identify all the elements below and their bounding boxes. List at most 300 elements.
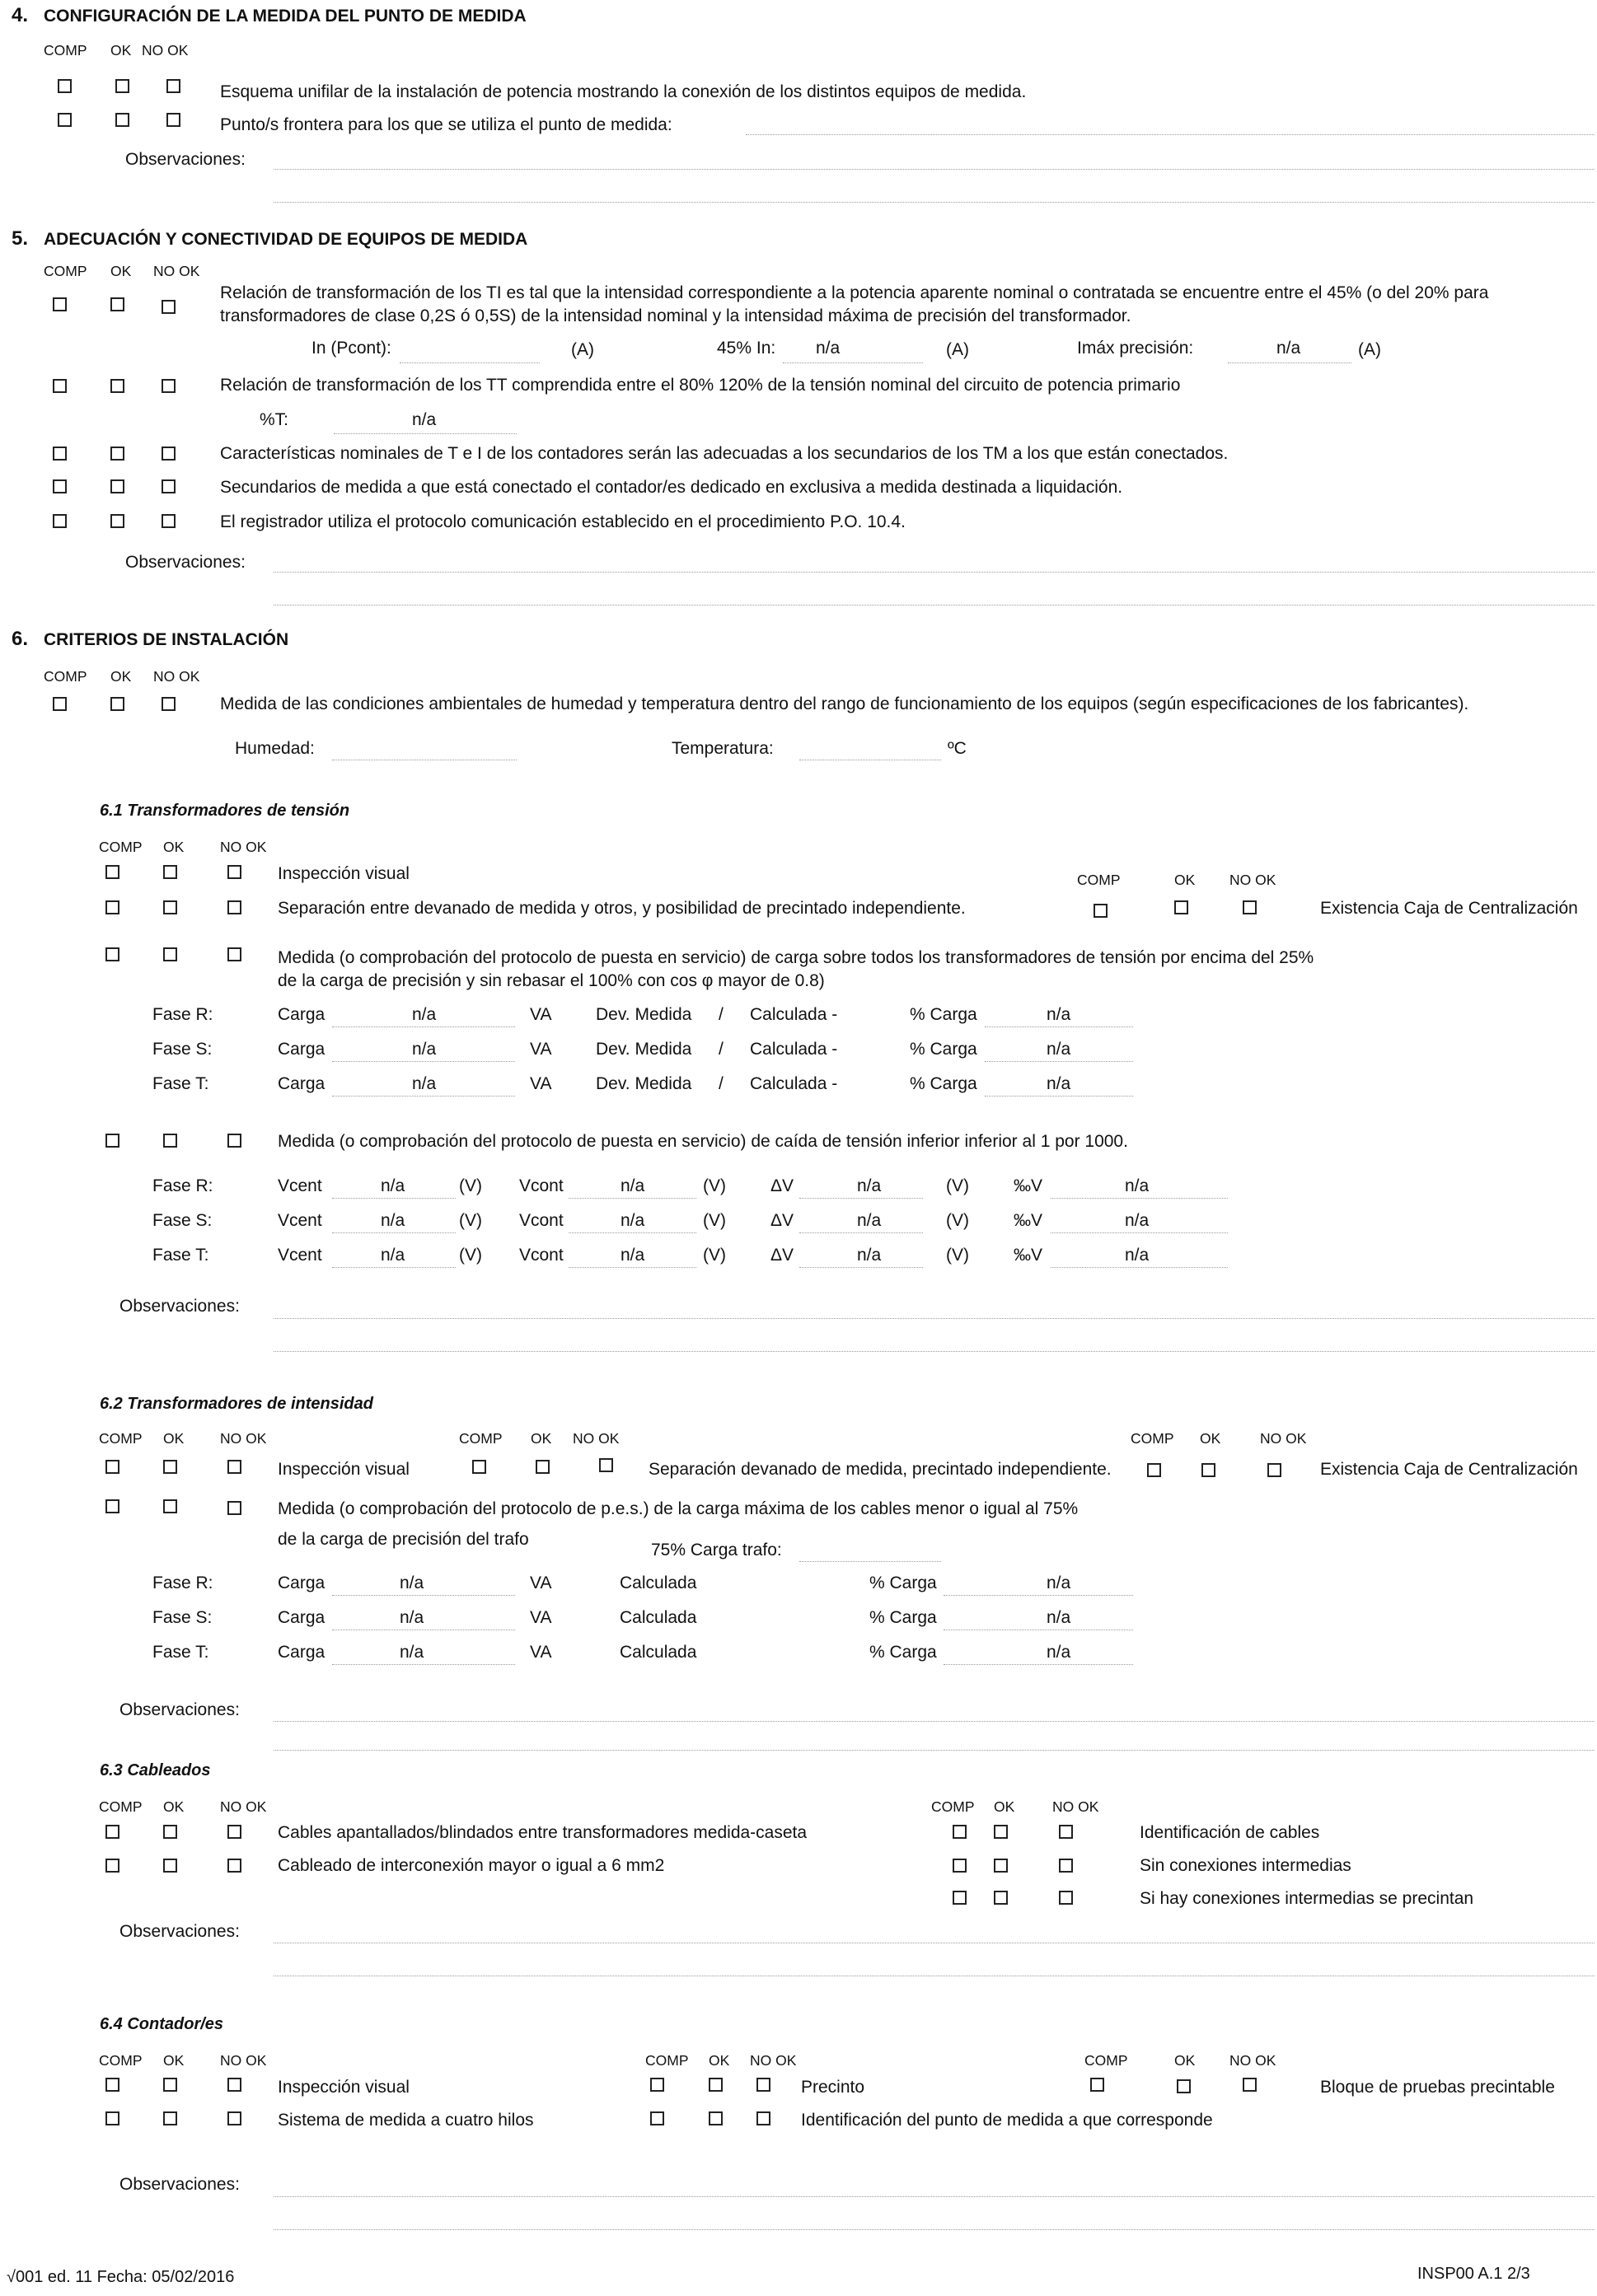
checkbox-comp[interactable] [105, 947, 119, 961]
unit-v: (V) [946, 1246, 969, 1265]
observaciones-line[interactable] [274, 572, 1595, 573]
unit-a: (A) [571, 340, 594, 359]
label-carga: Carga [278, 1040, 325, 1059]
item-inspeccion-visual: Inspección visual [278, 1460, 410, 1479]
section-4-number: 4. [12, 4, 29, 26]
observaciones-label: Observaciones: [119, 1700, 240, 1719]
label-calculada: Calculada - [750, 1074, 838, 1093]
value-vcont: n/a [621, 1246, 645, 1265]
label-carga: Carga [278, 1608, 325, 1627]
checkbox-nook[interactable] [1243, 2078, 1257, 2092]
value-permil-v: n/a [1125, 1246, 1150, 1265]
checkbox-comp[interactable] [953, 1859, 967, 1873]
delta-v-line[interactable] [799, 1198, 923, 1199]
unit-va: VA [530, 1005, 552, 1024]
item-relacion-ti: Relación de transformación de los TI es tal que la intensidad correspondiente a la potencia aparente nominal o contratada se encuentre entre el 45% (o del 20% para transformadores de clase 0,2S ó 0,5S) de la intensidad nominal y la intensidad máxima de precisión del transformador. [220, 283, 1489, 325]
checkbox-ok-caja[interactable] [1174, 900, 1188, 914]
col-nook-header: NO OK [220, 2052, 267, 2069]
value-pct-carga: n/a [1047, 1040, 1071, 1059]
value-pct-carga: n/a [1047, 1643, 1071, 1662]
checkbox-nook[interactable] [227, 1825, 241, 1839]
45-in-line[interactable] [783, 362, 923, 363]
item-secundarios-medida: Secundarios de medida a que está conectado el contador/es dedicado en exclusiva a medida destinada a liquidación. [220, 478, 1123, 497]
vcont-line[interactable] [569, 1198, 696, 1199]
checkbox-ok[interactable] [536, 1460, 550, 1474]
checkbox-comp[interactable] [53, 297, 67, 311]
checkbox-comp[interactable] [105, 865, 119, 879]
observaciones-line[interactable] [274, 605, 1595, 606]
value-vcont: n/a [621, 1211, 645, 1230]
value-carga: n/a [400, 1643, 424, 1662]
item-identificacion-punto: Identificación del punto de medida a que corresponde [801, 2111, 1213, 2130]
col-ok-header: OK [110, 263, 132, 279]
col-ok-header: OK [163, 839, 185, 855]
value-pct-carga: n/a [1047, 1608, 1071, 1627]
label-calculada: Calculada [620, 1574, 697, 1592]
pct-carga-line[interactable] [944, 1664, 1133, 1665]
delta-v-line[interactable] [799, 1267, 923, 1268]
item-bloque-pruebas: Bloque de pruebas precintable [1320, 2078, 1555, 2097]
checkbox-ok[interactable] [1177, 2079, 1191, 2093]
col-ok-header: OK [1200, 1430, 1221, 1447]
checkbox-comp[interactable] [953, 1891, 967, 1905]
label-dev-medida: Dev. Medida [596, 1005, 692, 1024]
value-carga: n/a [400, 1608, 424, 1627]
label-vcent: Vcent [278, 1246, 322, 1265]
col-ok-header: OK [163, 1798, 185, 1815]
checkbox-comp[interactable] [105, 1460, 119, 1474]
label-carga: Carga [278, 1574, 325, 1592]
checkbox-comp[interactable] [105, 900, 119, 914]
col-comp-header: COMP [99, 2052, 143, 2069]
checkbox-nook[interactable] [227, 865, 241, 879]
carga-line[interactable] [332, 1595, 515, 1596]
col-ok-header: OK [110, 42, 132, 58]
checkbox-nook[interactable] [756, 2078, 770, 2092]
col-nook-header: NO OK [220, 1430, 267, 1447]
observaciones-label: Observaciones: [119, 1922, 240, 1941]
value-carga: n/a [412, 1074, 437, 1093]
label-45-in: 45% In: [717, 339, 776, 358]
observaciones-label: Observaciones: [119, 1297, 240, 1316]
checkbox-ok[interactable] [994, 1825, 1008, 1839]
item-identificacion-cables: Identificación de cables [1140, 1823, 1320, 1842]
vcent-line[interactable] [332, 1232, 456, 1233]
checkbox-comp[interactable] [650, 2111, 664, 2125]
label-temperatura: Temperatura: [672, 739, 774, 758]
checkbox-ok[interactable] [163, 2078, 177, 2092]
unit-va: VA [530, 1643, 552, 1662]
fase-label: Fase R: [152, 1005, 213, 1024]
checkbox-nook[interactable] [162, 479, 176, 493]
value-vcont: n/a [621, 1176, 645, 1195]
item-puntos-frontera: Punto/s frontera para los que se utiliza el punto de medida: [220, 115, 672, 134]
footer-edition: √001 ed. 11 Fecha: 05/02/2016 [7, 2268, 235, 2286]
checkbox-comp-caja[interactable] [1147, 1463, 1161, 1477]
item-medida-caida-tension: Medida (o comprobación del protocolo de puesta en servicio) de caída de tensión inferior inferior al 1 por 1000. [278, 1132, 1128, 1151]
item-caja-centralizacion: Existencia Caja de Centralización [1320, 899, 1578, 918]
label-permil-v: ‰V [1014, 1246, 1043, 1265]
item-precinto: Precinto [801, 2078, 865, 2097]
item-inspeccion-visual: Inspección visual [278, 864, 410, 883]
pct-t-line[interactable] [334, 433, 517, 434]
value-carga: n/a [412, 1005, 437, 1024]
answer-line[interactable] [746, 134, 1595, 135]
item-cableado-interconexion: Cableado de interconexión mayor o igual a 6 mm2 [278, 1856, 665, 1875]
permil-line[interactable] [1051, 1232, 1228, 1233]
checkbox-ok[interactable] [709, 2078, 723, 2092]
checkbox-nook[interactable] [1059, 1859, 1073, 1873]
vcent-line[interactable] [332, 1267, 456, 1268]
label-calculada: Calculada [620, 1643, 697, 1662]
label-delta-v: ΔV [770, 1211, 794, 1230]
fase-label: Fase R: [152, 1574, 213, 1592]
value-carga: n/a [400, 1574, 424, 1592]
checkbox-comp[interactable] [105, 2078, 119, 2092]
label-carga: Carga [278, 1643, 325, 1662]
imax-line[interactable] [1228, 362, 1351, 363]
checkbox-ok[interactable] [709, 2111, 723, 2125]
checkbox-comp-caja[interactable] [1094, 904, 1108, 918]
value-delta-v: n/a [857, 1246, 882, 1265]
col-ok-header: OK [163, 2052, 185, 2069]
item-separacion-devanado: Separación entre devanado de medida y otros, y posibilidad de precintado independiente. [278, 899, 966, 918]
carga-line[interactable] [332, 1664, 515, 1665]
item-relacion-tt: Relación de transformación de los TT comprendida entre el 80% 120% de la tensión nominal del circuito de potencia primario [220, 376, 1181, 395]
label-vcont: Vcont [519, 1176, 564, 1195]
checkbox-comp[interactable] [53, 697, 67, 711]
value-permil-v: n/a [1125, 1211, 1150, 1230]
label-delta-v: ΔV [770, 1176, 794, 1195]
label-vcont: Vcont [519, 1211, 564, 1230]
checkbox-comp[interactable] [58, 79, 72, 93]
value-vcent: n/a [381, 1176, 405, 1195]
item-medida-carga-tension: Medida (o comprobación del protocolo de puesta en servicio) de carga sobre todos los transformadores de tensión por encima del 25% de la carga de precisión y sin rebasar el 100% con cos φ mayor de 0.8) [278, 948, 1314, 990]
checkbox-ok[interactable] [994, 1891, 1008, 1905]
unit-va: VA [530, 1574, 552, 1592]
checkbox-nook[interactable] [1059, 1825, 1073, 1839]
permil-line[interactable] [1051, 1267, 1228, 1268]
label-pct-carga: % Carga [910, 1074, 977, 1093]
col-nook-header: NO OK [142, 42, 189, 58]
checkbox-ok-caja[interactable] [1201, 1463, 1215, 1477]
item-caracteristicas-nominales: Características nominales de T e I de los contadores serán las adecuadas a los secundarios de los TM a los que están conectados. [220, 444, 1229, 463]
value-delta-v: n/a [857, 1211, 882, 1230]
label-humedad: Humedad: [235, 739, 315, 758]
checkbox-nook[interactable] [1059, 1891, 1073, 1905]
fase-label: Fase T: [152, 1074, 209, 1093]
col-nook-header: NO OK [153, 668, 200, 685]
checkbox-ok[interactable] [163, 1134, 177, 1148]
col-nook-header: NO OK [1052, 1798, 1099, 1815]
col-nook-header: NO OK [573, 1430, 620, 1447]
item-medida-carga-cables: Medida (o comprobación del protocolo de p.e.s.) de la carga máxima de los cables menor o igual al 75% [278, 1499, 1079, 1518]
permil-line[interactable] [1051, 1198, 1228, 1199]
observaciones-label: Observaciones: [125, 553, 246, 572]
vcont-line[interactable] [569, 1232, 696, 1233]
checkbox-comp[interactable] [650, 2078, 664, 2092]
fase-label: Fase S: [152, 1040, 213, 1059]
observaciones-line[interactable] [274, 202, 1595, 203]
footer-page-code: INSP00 A.1 2/3 [1417, 2265, 1530, 2283]
pct-carga-line[interactable] [985, 1096, 1133, 1097]
observaciones-line[interactable] [274, 169, 1595, 170]
value-45-in: n/a [816, 339, 841, 358]
label-vcent: Vcent [278, 1176, 322, 1195]
section-5-title: ADECUACIÓN Y CONECTIVIDAD DE EQUIPOS DE MEDIDA [44, 230, 528, 249]
col-ok-header: OK [709, 2052, 730, 2069]
carga-trafo-line[interactable] [799, 1561, 941, 1562]
col-nook-header: NO OK [1229, 872, 1276, 888]
label-dev-medida: Dev. Medida [596, 1074, 692, 1093]
checkbox-nook[interactable] [227, 1460, 241, 1474]
label-calculada: Calculada - [750, 1040, 838, 1059]
col-nook-header: NO OK [1260, 1430, 1307, 1447]
checkbox-comp[interactable] [1090, 2078, 1104, 2092]
item-esquema-unifilar: Esquema unifilar de la instalación de potencia mostrando la conexión de los distintos equipos de medida. [220, 82, 1027, 101]
checkbox-nook[interactable] [162, 379, 176, 393]
unit-a: (A) [1358, 340, 1381, 359]
slash: / [719, 1005, 724, 1024]
unit-v: (V) [703, 1246, 726, 1265]
checkbox-ok[interactable] [110, 379, 124, 393]
item-cables-apantallados: Cables apantallados/blindados entre transformadores medida-caseta [278, 1823, 808, 1842]
item-caja-centralizacion: Existencia Caja de Centralización [1320, 1460, 1578, 1479]
section-4-title: CONFIGURACIÓN DE LA MEDIDA DEL PUNTO DE MEDIDA [44, 7, 527, 26]
item-sin-conexiones-intermedias: Sin conexiones intermedias [1140, 1856, 1351, 1875]
label-calculada: Calculada - [750, 1005, 838, 1024]
label-pct-carga: % Carga [869, 1608, 937, 1627]
unit-v: (V) [459, 1176, 482, 1195]
unit-v: (V) [946, 1211, 969, 1230]
fase-label: Fase T: [152, 1246, 209, 1265]
pct-carga-line[interactable] [985, 1061, 1133, 1062]
label-delta-v: ΔV [770, 1246, 794, 1265]
label-dev-medida: Dev. Medida [596, 1040, 692, 1059]
delta-v-line[interactable] [799, 1232, 923, 1233]
checkbox-comp[interactable] [58, 113, 72, 127]
value-vcent: n/a [381, 1211, 405, 1230]
unit-va: VA [530, 1608, 552, 1627]
checkbox-comp[interactable] [53, 479, 67, 493]
in-pcont-line[interactable] [400, 362, 540, 363]
vcont-line[interactable] [569, 1267, 696, 1268]
item-registrador-protocolo: El registrador utiliza el protocolo comunicación establecido en el procedimiento P.O. 10.4. [220, 512, 906, 531]
checkbox-nook[interactable] [227, 947, 241, 961]
checkbox-nook[interactable] [756, 2111, 770, 2125]
checkbox-nook[interactable] [166, 113, 180, 127]
label-vcent: Vcent [278, 1211, 322, 1230]
col-ok-header: OK [1174, 2052, 1196, 2069]
col-ok-header: OK [994, 1798, 1015, 1815]
value-imax-precision: n/a [1276, 339, 1301, 358]
observaciones-label: Observaciones: [119, 2175, 240, 2194]
item-conexiones-precintan: Si hay conexiones intermedias se precintan [1140, 1889, 1474, 1908]
checkbox-ok[interactable] [115, 113, 129, 127]
unit-va: VA [530, 1074, 552, 1093]
col-nook-header: NO OK [220, 1798, 267, 1815]
label-permil-v: ‰V [1014, 1211, 1043, 1230]
label-pct-t: %T: [260, 410, 289, 429]
checkbox-ok[interactable] [163, 1859, 177, 1873]
checkbox-ok[interactable] [163, 900, 177, 914]
col-comp-header: COMP [44, 668, 87, 685]
fase-label: Fase S: [152, 1608, 213, 1627]
checkbox-comp[interactable] [105, 2111, 119, 2125]
checkbox-ok[interactable] [163, 2111, 177, 2125]
section-6-title: CRITERIOS DE INSTALACIÓN [44, 630, 289, 649]
observaciones-line[interactable] [274, 1721, 1595, 1722]
checkbox-nook[interactable] [227, 2111, 241, 2125]
subsection-6-3-title: 6.3 Cableados [100, 1761, 211, 1779]
carga-line[interactable] [332, 1096, 515, 1097]
value-pct-carga: n/a [1047, 1005, 1071, 1024]
col-comp-header: COMP [645, 2052, 689, 2069]
checkbox-comp[interactable] [53, 447, 67, 461]
vcent-line[interactable] [332, 1198, 456, 1199]
value-carga: n/a [412, 1040, 437, 1059]
col-ok-header: OK [110, 668, 132, 685]
checkbox-ok[interactable] [110, 479, 124, 493]
checkbox-comp[interactable] [105, 1499, 119, 1513]
checkbox-ok[interactable] [163, 1825, 177, 1839]
checkbox-comp[interactable] [105, 1825, 119, 1839]
section-6-number: 6. [12, 628, 29, 650]
pct-carga-line[interactable] [985, 1026, 1133, 1027]
col-comp-header: COMP [99, 839, 143, 855]
col-comp-header: COMP [99, 1798, 143, 1815]
subsection-6-1-title: 6.1 Transformadores de tensión [100, 802, 350, 820]
checkbox-ok[interactable] [163, 1499, 177, 1513]
subsection-6-2-title: 6.2 Transformadores de intensidad [100, 1395, 373, 1413]
observaciones-line[interactable] [274, 2196, 1595, 2197]
slash: / [719, 1040, 724, 1059]
checkbox-nook-caja[interactable] [1267, 1463, 1281, 1477]
value-pct-t: n/a [412, 410, 437, 429]
checkbox-comp[interactable] [105, 1134, 119, 1148]
col-comp-header: COMP [459, 1430, 503, 1447]
checkbox-comp[interactable] [53, 379, 67, 393]
value-pct-carga: n/a [1047, 1574, 1071, 1592]
col-nook-header: NO OK [153, 263, 200, 279]
label-pct-carga: % Carga [869, 1643, 937, 1662]
unit-v: (V) [946, 1176, 969, 1195]
checkbox-nook[interactable] [227, 1134, 241, 1148]
carga-line[interactable] [332, 1026, 515, 1027]
checkbox-comp[interactable] [105, 1859, 119, 1873]
col-comp-header: COMP [44, 42, 87, 58]
unit-grados-c: ºC [948, 739, 967, 758]
checkbox-ok[interactable] [163, 1460, 177, 1474]
fase-label: Fase S: [152, 1211, 213, 1230]
col-ok-header: OK [531, 1430, 552, 1447]
unit-va: VA [530, 1040, 552, 1059]
value-delta-v: n/a [857, 1176, 882, 1195]
checkbox-nook[interactable] [599, 1458, 613, 1472]
checkbox-comp[interactable] [472, 1460, 486, 1474]
subsection-6-4-title: 6.4 Contador/es [100, 2015, 224, 2033]
label-carga: Carga [278, 1005, 325, 1024]
label-calculada: Calculada [620, 1608, 697, 1627]
checkbox-ok[interactable] [110, 447, 124, 461]
col-nook-header: NO OK [750, 2052, 797, 2069]
checkbox-ok[interactable] [110, 297, 124, 311]
checkbox-comp[interactable] [53, 514, 67, 528]
col-comp-header: COMP [1084, 2052, 1128, 2069]
checkbox-comp[interactable] [953, 1825, 967, 1839]
observaciones-line[interactable] [274, 1750, 1595, 1751]
checkbox-ok[interactable] [110, 514, 124, 528]
unit-a: (A) [946, 340, 969, 359]
checkbox-nook-caja[interactable] [1243, 900, 1257, 914]
col-ok-header: OK [1174, 872, 1196, 888]
label-pct-carga: % Carga [869, 1574, 937, 1592]
fase-label: Fase R: [152, 1176, 213, 1195]
unit-v: (V) [703, 1176, 726, 1195]
col-comp-header: COMP [931, 1798, 975, 1815]
checkbox-nook[interactable] [162, 697, 176, 711]
unit-v: (V) [703, 1211, 726, 1230]
checkbox-nook[interactable] [166, 79, 180, 93]
checkbox-nook[interactable] [227, 1501, 241, 1515]
observaciones-line[interactable] [274, 2229, 1595, 2230]
label-carga: Carga [278, 1074, 325, 1093]
checkbox-nook[interactable] [162, 447, 176, 461]
observaciones-line[interactable] [274, 1318, 1595, 1319]
label-in-pcont: In (Pcont): [311, 339, 391, 358]
label-imax-precision: Imáx precisión: [1077, 339, 1194, 358]
checkbox-ok[interactable] [163, 947, 177, 961]
item-medida-carga-cables-cont: de la carga de precisión del trafo [278, 1530, 529, 1549]
checkbox-ok[interactable] [110, 697, 124, 711]
label-75-carga-trafo: 75% Carga trafo: [651, 1541, 782, 1560]
checkbox-nook[interactable] [227, 1859, 241, 1873]
section-5-number: 5. [12, 227, 29, 250]
col-comp-header: COMP [44, 263, 87, 279]
value-vcent: n/a [381, 1246, 405, 1265]
checkbox-ok[interactable] [115, 79, 129, 93]
item-separacion-precintado: Separación devanado de medida, precintado independiente. [649, 1460, 1112, 1479]
observaciones-line[interactable] [274, 1351, 1595, 1352]
label-vcont: Vcont [519, 1246, 564, 1265]
item-condiciones-ambientales: Medida de las condiciones ambientales de humedad y temperatura dentro del rango de funcionamiento de los equipos (según especificaciones de los fabricantes). [220, 694, 1469, 713]
checkbox-nook[interactable] [162, 514, 176, 528]
checkbox-nook[interactable] [162, 300, 176, 314]
checkbox-ok[interactable] [994, 1859, 1008, 1873]
fase-label: Fase T: [152, 1643, 209, 1662]
item-sistema-cuatro-hilos: Sistema de medida a cuatro hilos [278, 2111, 534, 2130]
item-inspeccion-visual: Inspección visual [278, 2078, 410, 2097]
unit-v: (V) [459, 1211, 482, 1230]
pct-carga-line[interactable] [944, 1595, 1133, 1596]
value-pct-carga: n/a [1047, 1074, 1071, 1093]
col-comp-header: COMP [1131, 1430, 1174, 1447]
col-ok-header: OK [163, 1430, 185, 1447]
value-permil-v: n/a [1125, 1176, 1150, 1195]
carga-line[interactable] [332, 1061, 515, 1062]
checkbox-ok[interactable] [163, 865, 177, 879]
observaciones-label: Observaciones: [125, 150, 246, 169]
checkbox-nook[interactable] [227, 900, 241, 914]
checkbox-nook[interactable] [227, 2078, 241, 2092]
col-comp-header: COMP [99, 1430, 143, 1447]
label-pct-carga: % Carga [910, 1040, 977, 1059]
label-pct-carga: % Carga [910, 1005, 977, 1024]
slash: / [719, 1074, 724, 1093]
col-nook-header: NO OK [220, 839, 267, 855]
label-permil-v: ‰V [1014, 1176, 1043, 1195]
unit-v: (V) [459, 1246, 482, 1265]
